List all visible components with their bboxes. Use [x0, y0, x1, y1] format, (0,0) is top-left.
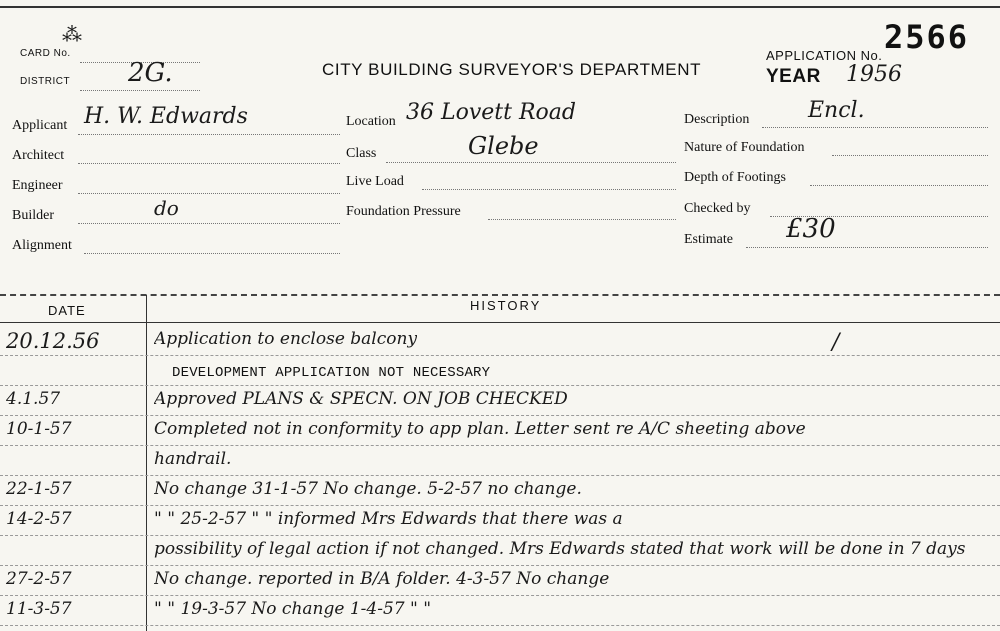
history-row-text: Completed not in conformity to app plan. Letter sent re A/C sheeting above — [154, 419, 806, 439]
builder-dotted-line — [78, 223, 340, 224]
history-row-date: 10-1-57 — [6, 419, 72, 439]
history-row-date: 22-1-57 — [6, 479, 72, 499]
history-row-rule — [0, 475, 1000, 476]
date-column-divider — [146, 295, 147, 631]
architect-label: Architect — [12, 148, 65, 163]
date-column-header: DATE — [48, 303, 86, 318]
history-row-rule — [0, 625, 1000, 626]
history-row-date: 11-3-57 — [6, 599, 72, 619]
foundation-pressure-dotted-line — [488, 219, 676, 220]
history-row-date: 27-2-57 — [6, 569, 72, 589]
history-row-rule — [0, 355, 1000, 356]
application-number: 2566 — [884, 18, 970, 56]
history-row-text: " " 19-3-57 No change 1-4-57 " " — [154, 599, 432, 619]
stray-pencil-mark: ⁂ — [62, 22, 82, 46]
class-label: Class — [346, 146, 377, 161]
nature-of-foundation-label: Nature of Foundation — [684, 140, 805, 155]
history-row-text: No change 31-1-57 No change. 5-2-57 no change. — [154, 479, 582, 499]
history-row-rule — [0, 505, 1000, 506]
location-value: 36 Lovett Road — [406, 100, 576, 125]
location-label: Location — [346, 114, 396, 129]
history-row-text: DEVELOPMENT APPLICATION NOT NECESSARY — [172, 365, 491, 381]
nature-of-foundation-dotted-line — [832, 155, 988, 156]
estimate-dotted-line — [746, 247, 988, 248]
estimate-value: £30 — [786, 214, 836, 244]
alignment-dotted-line — [84, 253, 340, 254]
live-load-label: Live Load — [346, 174, 404, 189]
card-no-label: CARD No. — [20, 48, 71, 59]
district-value: 2G. — [128, 58, 173, 88]
history-row-rule — [0, 415, 1000, 416]
live-load-dotted-line — [422, 189, 676, 190]
description-value: Encl. — [808, 98, 865, 123]
history-row-text: Application to enclose balcony — [154, 329, 418, 349]
description-dotted-line — [762, 127, 988, 128]
description-label: Description — [684, 112, 750, 127]
district-label: DISTRICT — [20, 76, 71, 87]
history-row-rule — [0, 595, 1000, 596]
history-row-date: 4.1.57 — [6, 389, 61, 409]
history-top-rule — [0, 294, 1000, 296]
history-row-text: No change. reported in B/A folder. 4-3-57 No change — [154, 569, 610, 589]
estimate-label: Estimate — [684, 232, 733, 247]
class-value: Glebe — [468, 132, 539, 160]
district-dotted-line — [80, 90, 200, 91]
history-row-date: 20.12.56 — [6, 329, 100, 353]
history-header-rule — [0, 322, 1000, 323]
foundation-pressure-label: Foundation Pressure — [346, 204, 461, 219]
applicant-dotted-line — [78, 134, 340, 135]
history-row-rule — [0, 445, 1000, 446]
depth-of-footings-dotted-line — [810, 185, 988, 186]
card-top-border — [0, 6, 1000, 8]
history-row-text: Approved PLANS & SPECN. ON JOB CHECKED — [154, 389, 568, 409]
depth-of-footings-label: Depth of Footings — [684, 170, 786, 185]
class-dotted-line — [386, 162, 676, 163]
application-no-label: APPLICATION No. — [766, 48, 883, 63]
architect-dotted-line — [78, 163, 340, 164]
history-row-text: possibility of legal action if not changed. Mrs Edwards stated that work will be done in 7 days — [154, 539, 966, 559]
applicant-value: H. W. Edwards — [84, 104, 248, 129]
applicant-label: Applicant — [12, 118, 68, 133]
history-row-rule — [0, 565, 1000, 566]
year-value: 1956 — [846, 62, 902, 87]
history-row-date: 14-2-57 — [6, 509, 72, 529]
year-label: YEAR — [766, 66, 821, 87]
history-row-rule — [0, 385, 1000, 386]
checked-by-label: Checked by — [684, 201, 751, 216]
builder-label: Builder — [12, 208, 54, 223]
history-row-text: " " 25-2-57 " " informed Mrs Edwards that there was a — [154, 509, 623, 529]
engineer-label: Engineer — [12, 178, 63, 193]
builder-value: do — [154, 196, 179, 220]
alignment-label: Alignment — [12, 238, 72, 253]
engineer-dotted-line — [78, 193, 340, 194]
tick-mark: / — [832, 330, 840, 355]
history-row-rule — [0, 535, 1000, 536]
history-column-header: HISTORY — [470, 298, 542, 313]
history-row-text: handrail. — [154, 449, 232, 469]
card-title: CITY BUILDING SURVEYOR'S DEPARTMENT — [322, 60, 702, 79]
